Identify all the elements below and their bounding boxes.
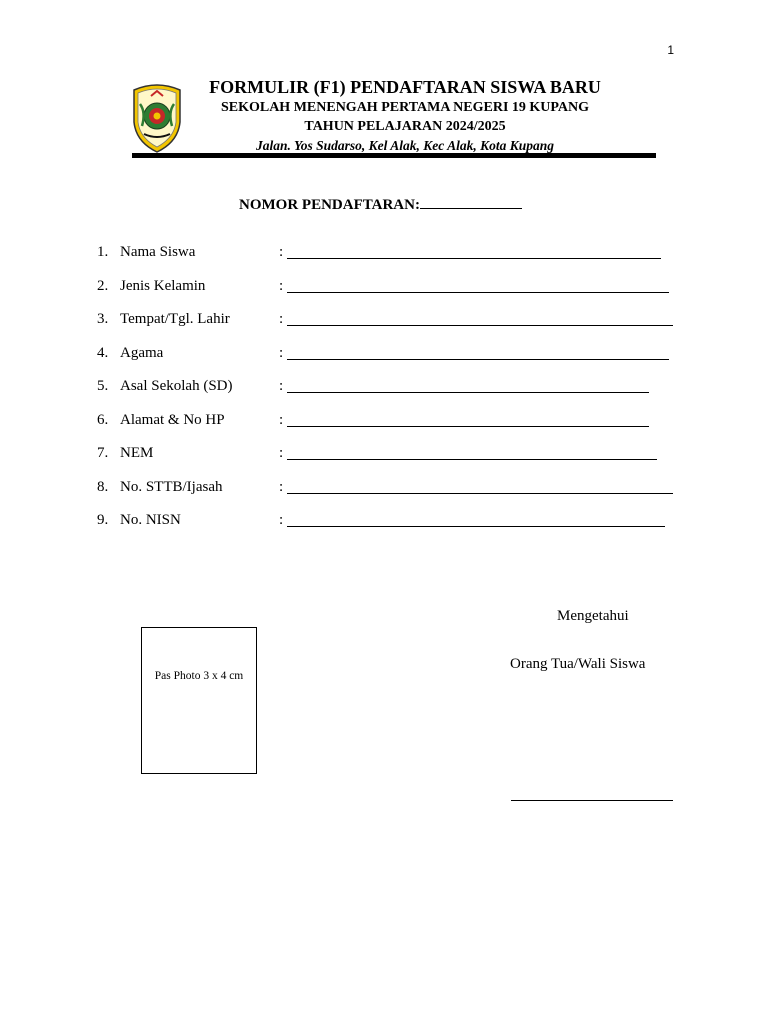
field-number: 4. [97, 345, 109, 361]
field-label: No. NISN [120, 512, 181, 528]
photo-label: Pas Photo 3 x 4 cm [154, 670, 244, 682]
field-colon: : [279, 412, 284, 428]
school-name: SEKOLAH MENENGAH PERTAMA NEGERI 19 KUPANG [220, 100, 590, 115]
field-label: Agama [120, 345, 164, 361]
field-number: 9. [97, 512, 109, 528]
field-number: 5. [97, 378, 109, 394]
field-label: Tempat/Tgl. Lahir [120, 311, 230, 327]
field-blank-line[interactable] [287, 459, 657, 460]
field-number: 6. [97, 412, 109, 428]
field-number: 1. [97, 244, 109, 260]
field-blank-line[interactable] [287, 493, 673, 494]
registration-number-blank[interactable] [420, 196, 522, 209]
field-colon: : [279, 445, 284, 461]
signature-line[interactable] [511, 800, 673, 801]
field-colon: : [279, 479, 284, 495]
photo-placeholder [141, 627, 257, 774]
field-blank-line[interactable] [287, 258, 661, 259]
page-number: 1 [667, 43, 674, 57]
field-number: 7. [97, 445, 109, 461]
school-year: TAHUN PELAJARAN 2024/2025 [304, 119, 506, 134]
form-title: FORMULIR (F1) PENDAFTARAN SISWA BARU [209, 77, 601, 97]
field-colon: : [279, 311, 284, 327]
registration-number-label: NOMOR PENDAFTARAN: [239, 197, 420, 213]
field-number: 3. [97, 311, 109, 327]
field-colon: : [279, 378, 284, 394]
field-blank-line[interactable] [287, 526, 665, 527]
form-field-address-phone [97, 410, 697, 430]
field-number: 8. [97, 479, 109, 495]
form-field-birth [97, 309, 697, 329]
school-address: Jalan. Yos Sudarso, Kel Alak, Kec Alak, Kota Kupang [255, 138, 555, 153]
form-field-nisn [97, 510, 697, 530]
field-blank-line[interactable] [287, 325, 673, 326]
signature-acknowledge: Mengetahui [557, 608, 629, 624]
field-label: Asal Sekolah (SD) [120, 378, 233, 394]
signature-role: Orang Tua/Wali Siswa [510, 656, 646, 672]
school-crest-logo [128, 82, 186, 154]
field-number: 2. [97, 278, 109, 294]
field-label: Jenis Kelamin [120, 278, 206, 294]
form-field-name [97, 242, 697, 262]
form-field-gender [97, 276, 697, 296]
header-divider [132, 153, 656, 158]
document-header [190, 76, 620, 155]
field-label: Nama Siswa [120, 244, 196, 260]
field-colon: : [279, 345, 284, 361]
field-label: Alamat & No HP [120, 412, 225, 428]
field-colon: : [279, 512, 284, 528]
field-blank-line[interactable] [287, 292, 669, 293]
field-blank-line[interactable] [287, 392, 649, 393]
field-colon: : [279, 244, 284, 260]
form-field-nem [97, 443, 697, 463]
field-colon: : [279, 278, 284, 294]
form-field-sttb [97, 477, 697, 497]
form-field-religion [97, 343, 697, 363]
field-label: NEM [120, 445, 154, 461]
field-label: No. STTB/Ijasah [120, 479, 223, 495]
registration-number [239, 196, 522, 214]
field-blank-line[interactable] [287, 426, 649, 427]
form-field-previous-school [97, 376, 697, 396]
field-blank-line[interactable] [287, 359, 669, 360]
